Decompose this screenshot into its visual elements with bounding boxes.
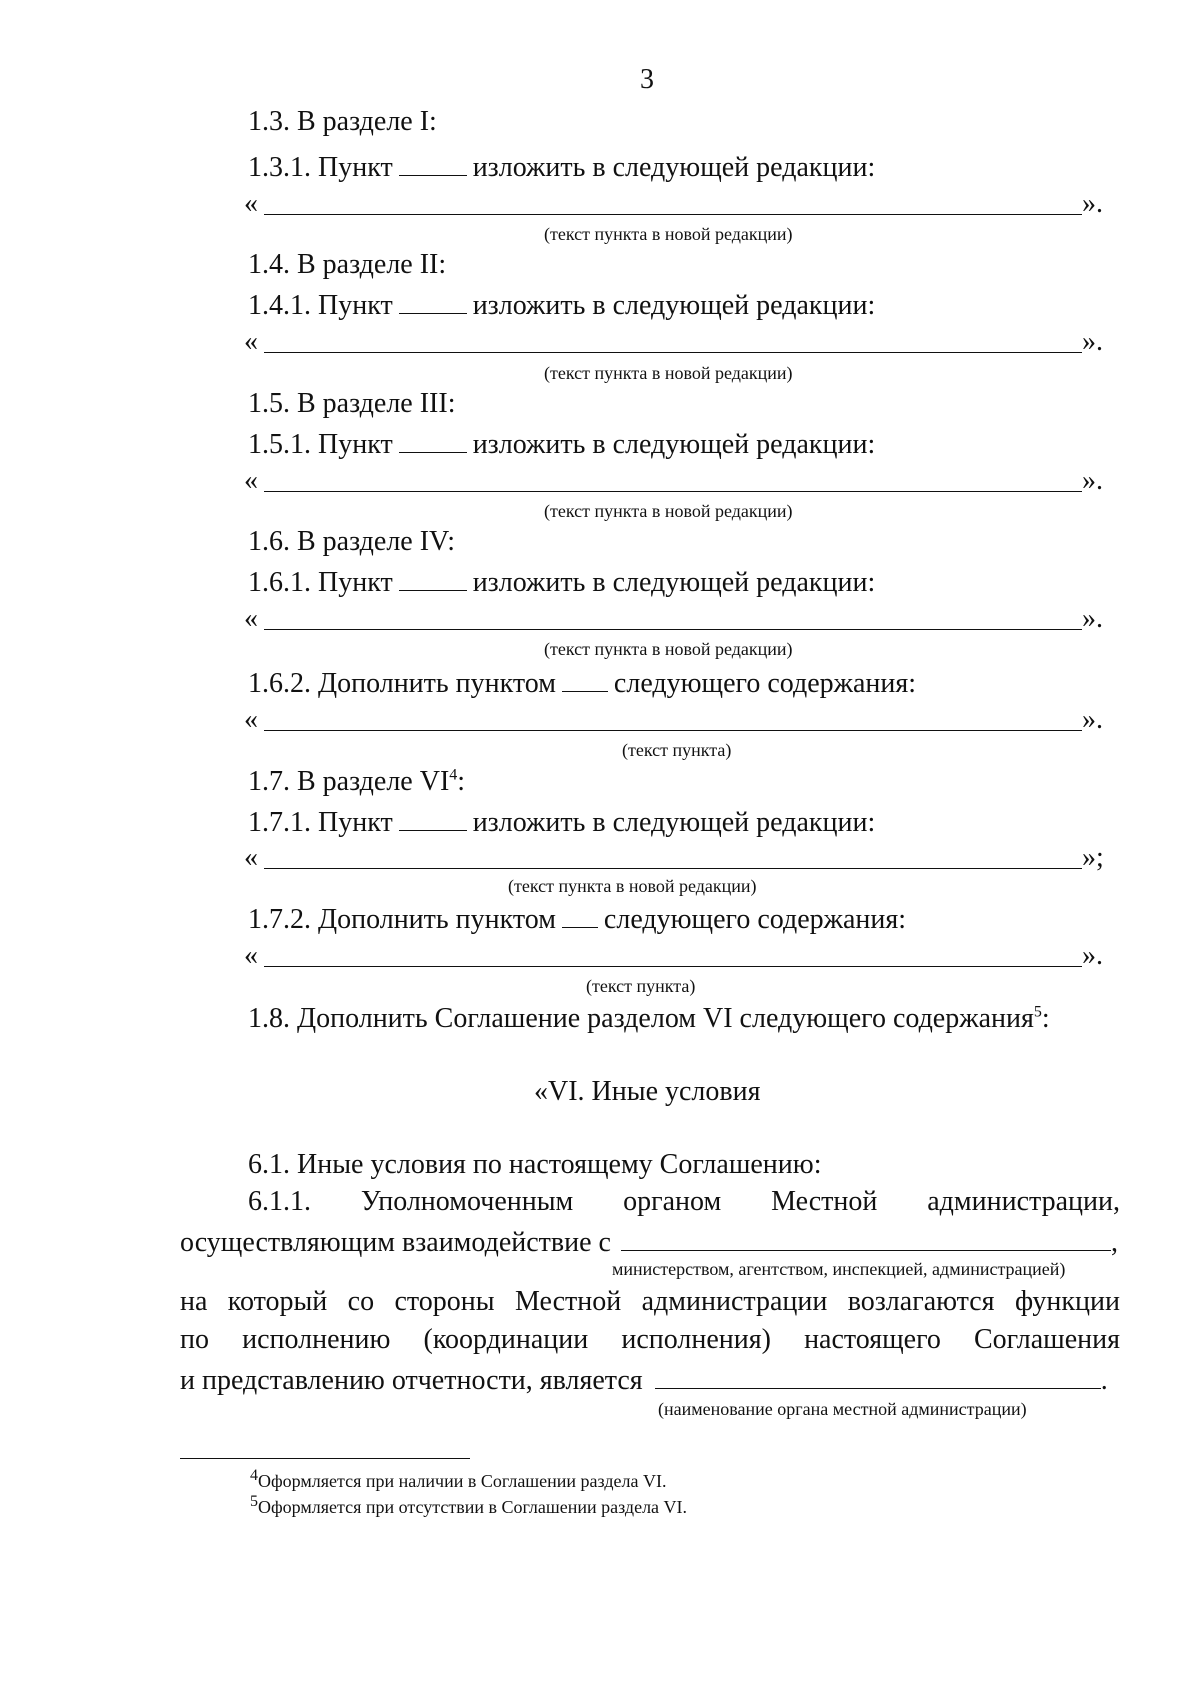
quote-line: « ». [244, 603, 1103, 634]
text-line [264, 352, 1082, 353]
quote-line: « ». [244, 704, 1103, 735]
text-line [264, 730, 1082, 731]
blank-field [399, 806, 467, 831]
item-1-3-1: 1.3.1. Пункт изложить в следующей редакции: [248, 152, 876, 183]
quote-line: « ». [244, 465, 1103, 496]
item-1-3: 1.3. В разделе I: [248, 106, 437, 137]
item-1-5: 1.5. В разделе III: [248, 388, 456, 419]
footnote-ref: 4 [449, 766, 458, 784]
caption-ministry: министерством, агентством, инспекцией, администрацией) [612, 1259, 1066, 1279]
blank-field [399, 151, 467, 176]
text-line [264, 491, 1082, 492]
item-1-8: 1.8. Дополнить Соглашение разделом VI следующего содержания$^5$: [248, 1003, 1050, 1034]
caption: (текст пункта) [586, 976, 696, 996]
item-1-6: 1.6. В разделе IV: [248, 526, 455, 557]
organ-field [655, 1364, 1101, 1389]
caption: (текст пункта) [622, 740, 732, 760]
quote-line: « ». [244, 188, 1103, 219]
paragraph-6-1-1-line2: осуществляющим взаимодействие с , [180, 1227, 1118, 1258]
text-line [264, 214, 1082, 215]
item-1-4-1: 1.4.1. Пункт изложить в следующей редакции: [248, 290, 876, 321]
paragraph-line3: и представлению отчетности, является . [180, 1365, 1108, 1396]
caption: (текст пункта в новой редакции) [544, 224, 793, 244]
text-line [264, 629, 1082, 630]
page-number: 3 [640, 64, 654, 95]
paragraph-6-1: 6.1. Иные условия по настоящему Соглашению: [248, 1149, 822, 1180]
footnote-5: $^5$Оформляется при отсутствии в Соглашении раздела VI. [250, 1493, 688, 1517]
item-1-7-1: 1.7.1. Пункт изложить в следующей редакции: [248, 807, 876, 838]
item-1-4: 1.4. В разделе II: [248, 249, 447, 280]
item-1-6-1: 1.6.1. Пункт изложить в следующей редакции: [248, 567, 876, 598]
blank-field [399, 289, 467, 314]
caption: (текст пункта в новой редакции) [544, 363, 793, 383]
footnote-ref: 5 [1033, 1003, 1042, 1021]
quote-line: « ». [244, 940, 1103, 971]
quote-line: « ». [244, 326, 1103, 357]
caption: (текст пункта в новой редакции) [544, 639, 793, 659]
caption: (текст пункта в новой редакции) [544, 501, 793, 521]
ministry-field [621, 1226, 1111, 1251]
footnote-4: $^4$Оформляется при наличии в Соглашении раздела VI. [250, 1467, 667, 1491]
paragraph-line1: на который со стороны Местной администрации возлагаются функции [180, 1286, 1120, 1317]
blank-field [562, 667, 608, 692]
text-line [264, 868, 1082, 869]
text-line [264, 966, 1082, 967]
caption-organ: (наименование органа местной администрации) [658, 1399, 1027, 1419]
caption: (текст пункта в новой редакции) [508, 876, 757, 896]
blank-field [399, 566, 467, 591]
paragraph-6-1-1-line1: 6.1.1. Уполномоченным органом Местной администрации, [248, 1186, 1120, 1217]
blank-field [399, 428, 467, 453]
paragraph-line2: по исполнению (координации исполнения) настоящего Соглашения [180, 1324, 1120, 1355]
blank-field [562, 903, 598, 928]
quote-line: « »; [244, 842, 1104, 873]
section-heading: «VI. Иные условия [534, 1076, 761, 1107]
item-1-6-2: 1.6.2. Дополнить пунктом следующего содержания: [248, 668, 917, 699]
footnote-separator [180, 1458, 470, 1459]
item-1-7: 1.7. В разделе $VI^4$: [248, 766, 466, 797]
item-1-7-2: 1.7.2. Дополнить пунктом следующего содержания: [248, 904, 907, 935]
item-1-5-1: 1.5.1. Пункт изложить в следующей редакции: [248, 429, 876, 460]
